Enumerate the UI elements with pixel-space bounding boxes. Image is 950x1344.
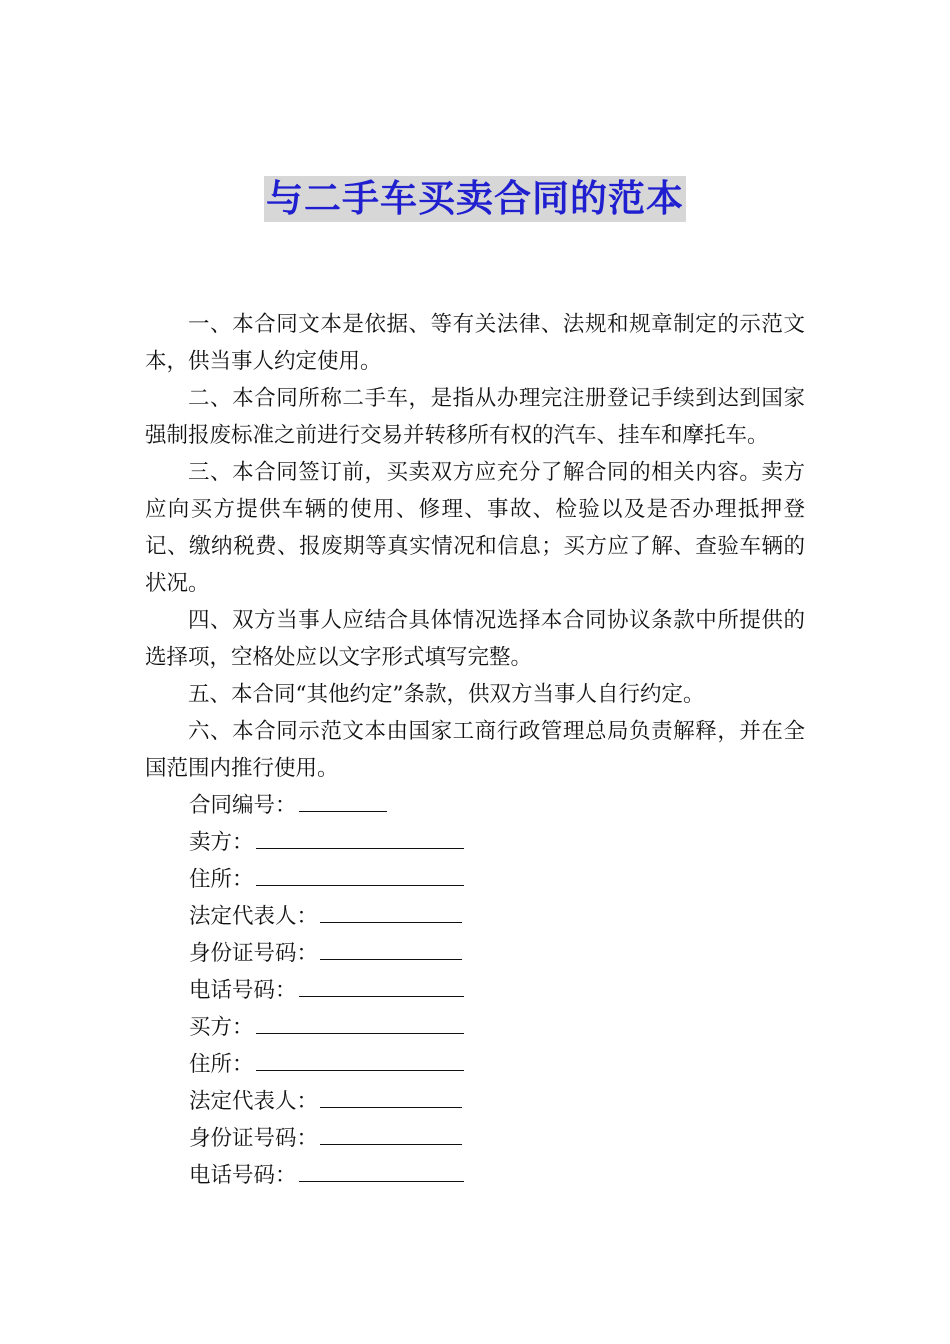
paragraph-2: 二、本合同所称二手车，是指从办理完注册登记手续到达到国家强制报废标准之前进行交易并转移所有权的汽车、挂车和摩托车。 <box>145 386 805 448</box>
buyer-blank[interactable] <box>256 1013 464 1034</box>
field-seller-address <box>145 861 805 898</box>
field-seller-id-no <box>145 935 805 972</box>
buyer-legal-rep-label: 法定代表人： <box>189 1089 319 1114</box>
field-contract-no <box>145 787 805 824</box>
seller-address-label: 住所： <box>189 867 254 892</box>
field-buyer-phone <box>145 1157 805 1194</box>
seller-blank[interactable] <box>256 828 464 849</box>
field-seller-phone <box>145 972 805 1009</box>
field-buyer-legal-rep <box>145 1083 805 1120</box>
buyer-address-label: 住所： <box>189 1052 254 1077</box>
field-buyer-address <box>145 1046 805 1083</box>
seller-address-blank[interactable] <box>256 865 464 886</box>
seller-phone-blank[interactable] <box>299 976 464 997</box>
buyer-phone-blank[interactable] <box>299 1161 464 1182</box>
seller-phone-label: 电话号码： <box>189 978 297 1003</box>
buyer-legal-rep-blank[interactable] <box>320 1087 462 1108</box>
seller-label: 卖方： <box>189 830 254 855</box>
paragraph-6: 六、本合同示范文本由国家工商行政管理总局负责解释，并在全国范围内推行使用。 <box>145 719 805 781</box>
document-title: 与二手车买卖合同的范本 <box>266 177 684 220</box>
contract-no-blank[interactable] <box>299 791 387 812</box>
field-seller <box>145 824 805 861</box>
buyer-id-no-label: 身份证号码： <box>189 1126 319 1151</box>
field-buyer <box>145 1009 805 1046</box>
buyer-label: 买方： <box>189 1015 254 1040</box>
paragraph-3: 三、本合同签订前，买卖双方应充分了解合同的相关内容。卖方应向买方提供车辆的使用、修理、事故、检验以及是否办理抵押登记、缴纳税费、报废期等真实情况和信息；买方应了解、查验车辆的状况。 <box>145 460 805 596</box>
seller-legal-rep-blank[interactable] <box>320 902 462 923</box>
buyer-id-no-blank[interactable] <box>320 1124 462 1145</box>
paragraph-4: 四、双方当事人应结合具体情况选择本合同协议条款中所提供的选择项，空格处应以文字形式填写完整。 <box>145 608 805 670</box>
paragraph-5: 五、本合同“其他约定”条款，供双方当事人自行约定。 <box>188 682 705 707</box>
contract-no-label: 合同编号： <box>189 793 297 818</box>
buyer-phone-label: 电话号码： <box>189 1163 297 1188</box>
seller-legal-rep-label: 法定代表人： <box>189 904 319 929</box>
title-wrap <box>0 176 950 222</box>
field-buyer-id-no <box>145 1120 805 1157</box>
field-seller-legal-rep <box>145 898 805 935</box>
document-body <box>145 306 805 1194</box>
seller-id-no-blank[interactable] <box>320 939 462 960</box>
seller-id-no-label: 身份证号码： <box>189 941 319 966</box>
buyer-address-blank[interactable] <box>256 1050 464 1071</box>
paragraph-1: 一、本合同文本是依据、等有关法律、法规和规章制定的示范文本，供当事人约定使用。 <box>145 312 805 374</box>
